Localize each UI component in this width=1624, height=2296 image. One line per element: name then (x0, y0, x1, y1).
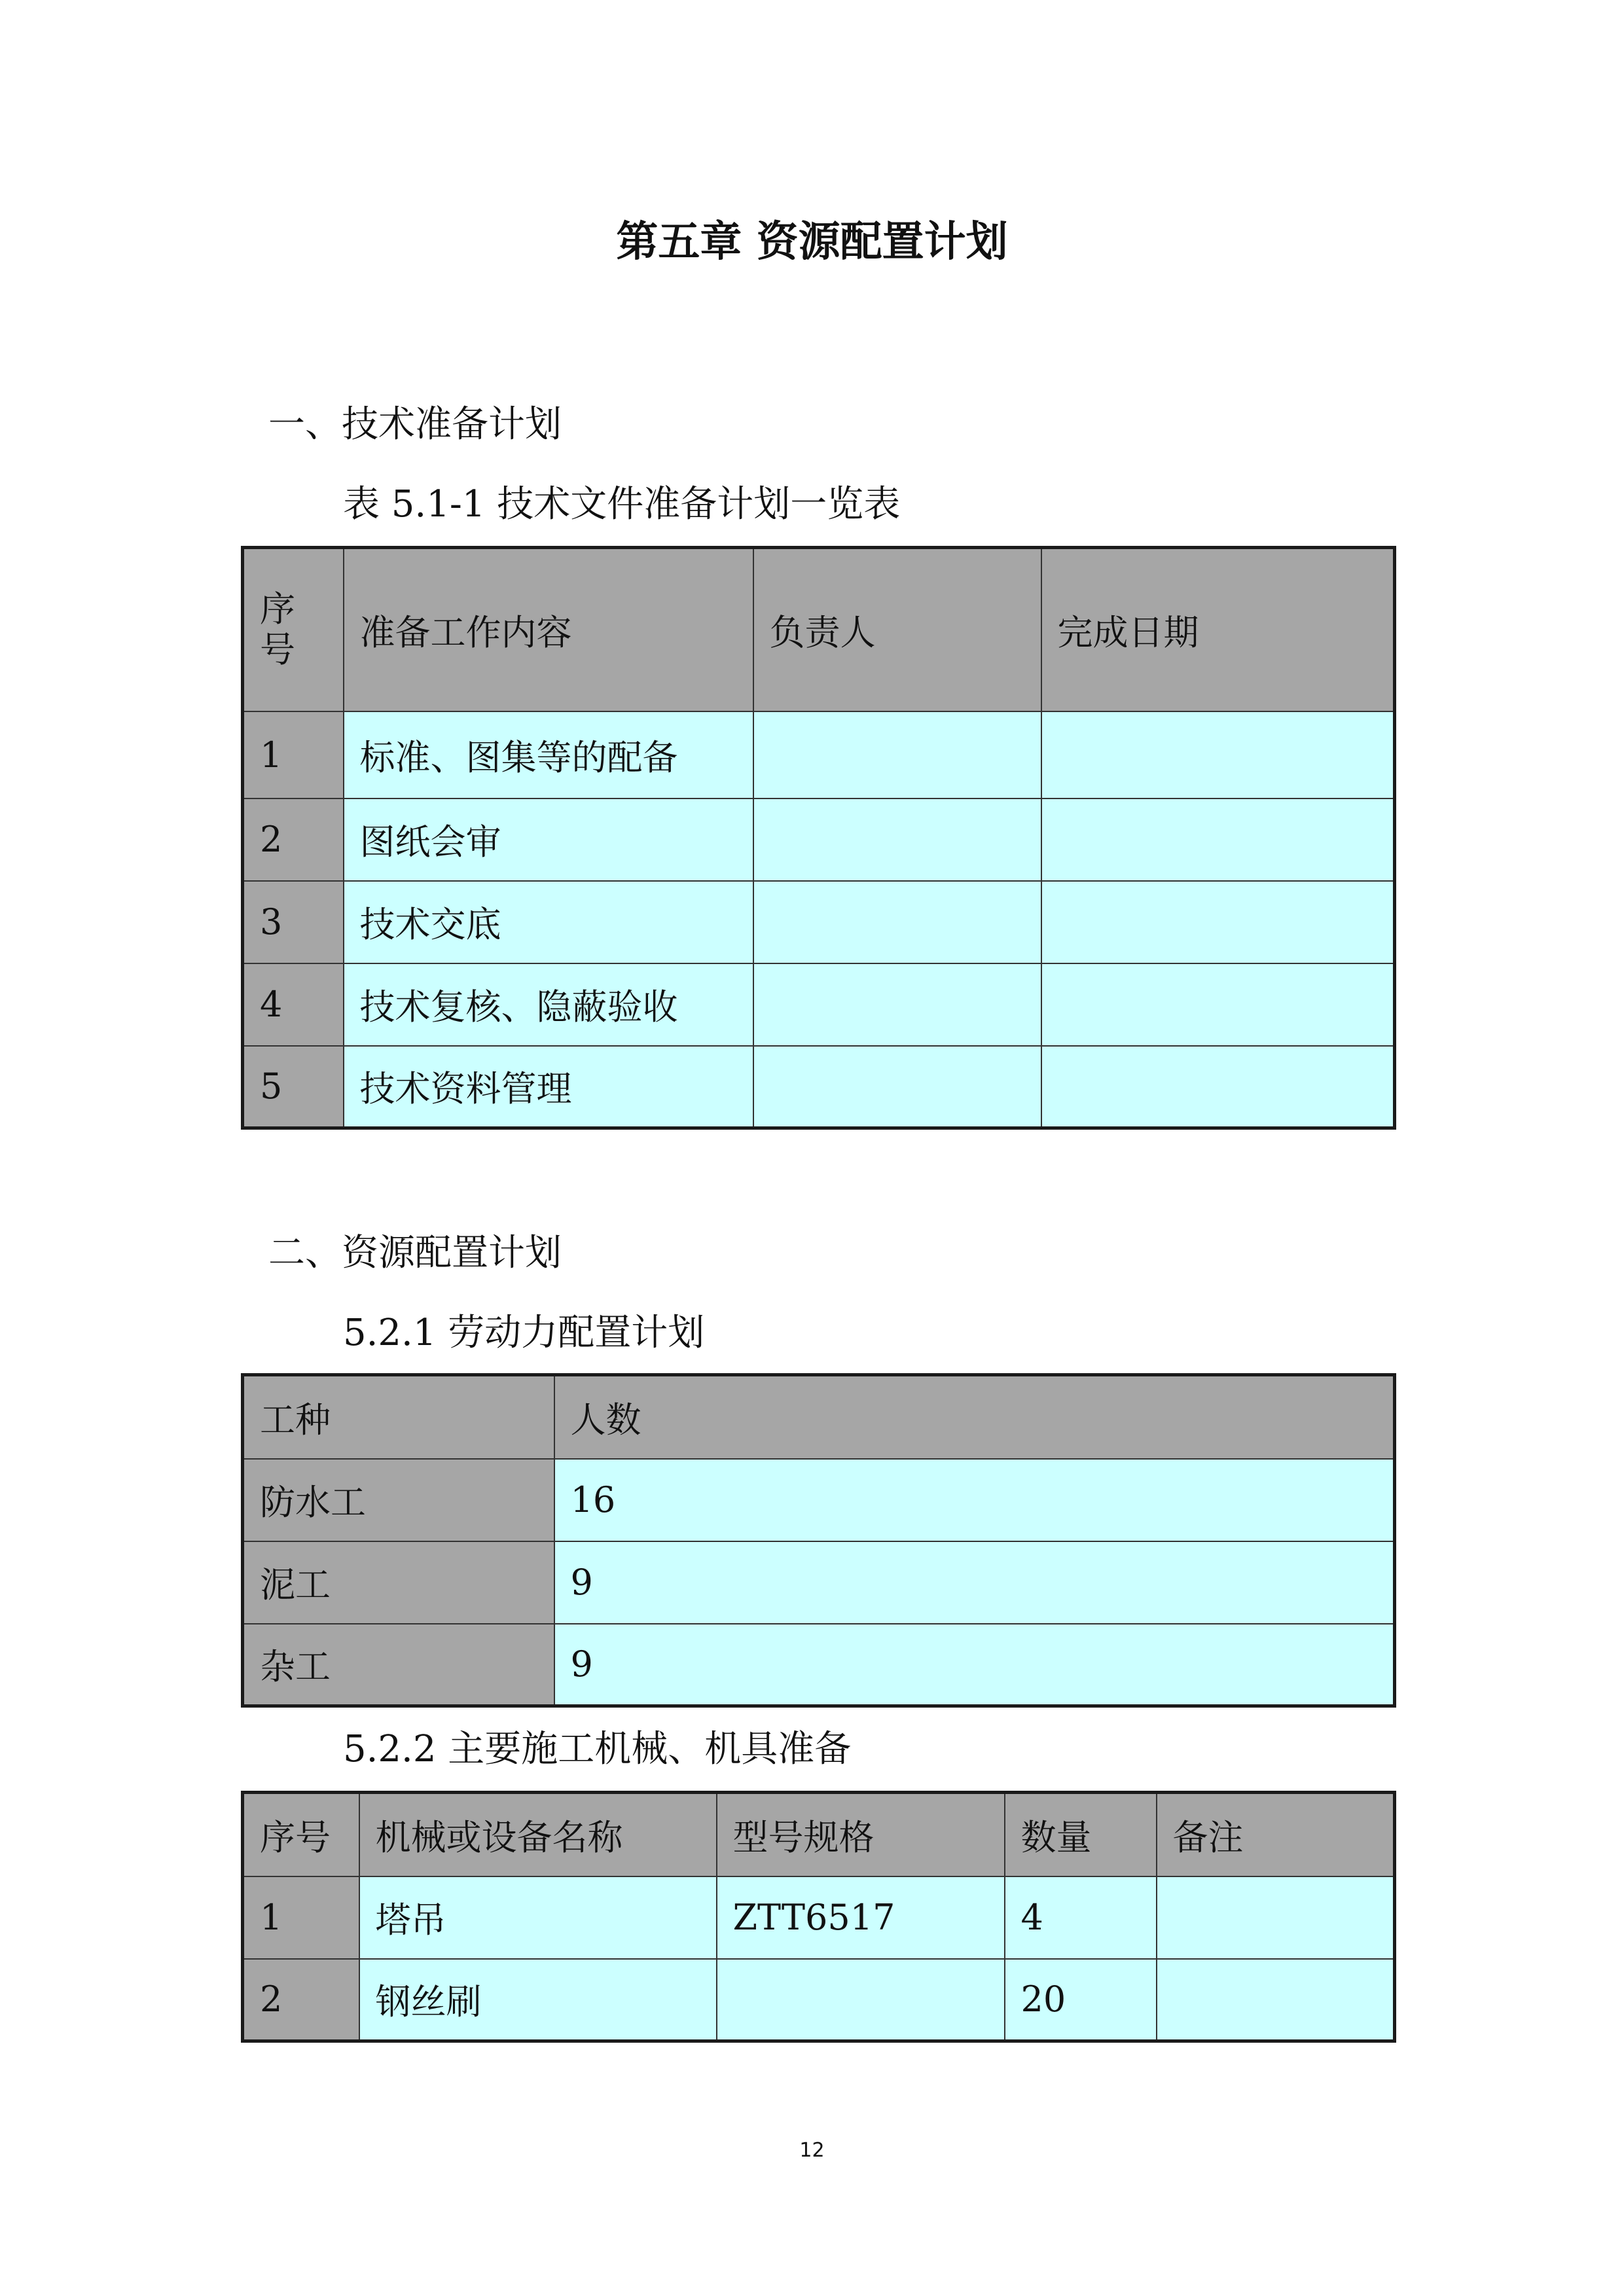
row-qty: 4 (1005, 1876, 1157, 1959)
row-content: 标准、图集等的配备 (344, 711, 753, 798)
row-model: ZTT6517 (717, 1876, 1005, 1959)
row-content: 技术复核、隐蔽验收 (344, 963, 753, 1046)
row-no: 4 (243, 963, 344, 1046)
row-content: 图纸会审 (344, 798, 753, 881)
row-name: 塔吊 (359, 1876, 717, 1959)
table-row (243, 963, 1395, 1046)
table-row (243, 1876, 1395, 1959)
section-heading-resource: 二、资源配置计划 (268, 1232, 562, 1274)
row-date (1041, 798, 1395, 881)
row-name: 钢丝刷 (359, 1959, 717, 2041)
page-title: 第五章 资源配置计划 (616, 218, 1008, 266)
header-no (243, 548, 344, 711)
row-trade: 杂工 (243, 1624, 554, 1706)
row-note (1157, 1876, 1395, 1959)
header-no: 序号 (243, 1793, 359, 1876)
table-caption-tech-docs: 表 5.1-1 技术文件准备计划一览表 (343, 483, 901, 526)
table-header-row (243, 1375, 1395, 1459)
table-header-row (243, 548, 1395, 711)
machinery-table (241, 1791, 1396, 2043)
tech-docs-table (241, 546, 1396, 1130)
header-date: 完成日期 (1041, 548, 1395, 711)
machinery-caption: 5.2.2 主要施工机械、机具准备 (343, 1728, 852, 1770)
row-count: 9 (554, 1624, 1395, 1706)
table-row (243, 1046, 1395, 1128)
header-trade: 工种 (243, 1375, 554, 1459)
table-row (243, 1624, 1395, 1706)
row-date (1041, 1046, 1395, 1128)
header-count: 人数 (554, 1375, 1395, 1459)
row-note (1157, 1959, 1395, 2041)
header-content: 准备工作内容 (344, 548, 753, 711)
header-note: 备注 (1157, 1793, 1395, 1876)
header-no-line1: 序 (260, 588, 295, 630)
labor-table (241, 1373, 1396, 1708)
row-date (1041, 963, 1395, 1046)
table-row (243, 798, 1395, 881)
table-header-row (243, 1793, 1395, 1876)
section-heading-tech-prep: 一、技术准备计划 (268, 403, 562, 446)
row-owner (753, 798, 1041, 881)
page-number: 12 (799, 2139, 825, 2162)
table-row (243, 881, 1395, 963)
row-content: 技术资料管理 (344, 1046, 753, 1128)
row-trade: 泥工 (243, 1541, 554, 1624)
row-no: 5 (243, 1046, 344, 1128)
labor-caption: 5.2.1 劳动力配置计划 (343, 1312, 705, 1354)
table-row (243, 711, 1395, 798)
row-owner (753, 1046, 1041, 1128)
row-model (717, 1959, 1005, 2041)
row-content: 技术交底 (344, 881, 753, 963)
table-row (243, 1459, 1395, 1541)
row-qty: 20 (1005, 1959, 1157, 2041)
row-owner (753, 963, 1041, 1046)
header-no-line2: 号 (260, 629, 295, 671)
header-qty: 数量 (1005, 1793, 1157, 1876)
header-model: 型号规格 (717, 1793, 1005, 1876)
table-row (243, 1959, 1395, 2041)
table-row (243, 1541, 1395, 1624)
row-date (1041, 881, 1395, 963)
header-owner: 负责人 (753, 548, 1041, 711)
row-no: 1 (243, 711, 344, 798)
row-date (1041, 711, 1395, 798)
row-no: 2 (243, 798, 344, 881)
header-name: 机械或设备名称 (359, 1793, 717, 1876)
row-no: 3 (243, 881, 344, 963)
row-count: 9 (554, 1541, 1395, 1624)
row-trade: 防水工 (243, 1459, 554, 1541)
row-no: 1 (243, 1876, 359, 1959)
row-count: 16 (554, 1459, 1395, 1541)
row-no: 2 (243, 1959, 359, 2041)
row-owner (753, 711, 1041, 798)
row-owner (753, 881, 1041, 963)
